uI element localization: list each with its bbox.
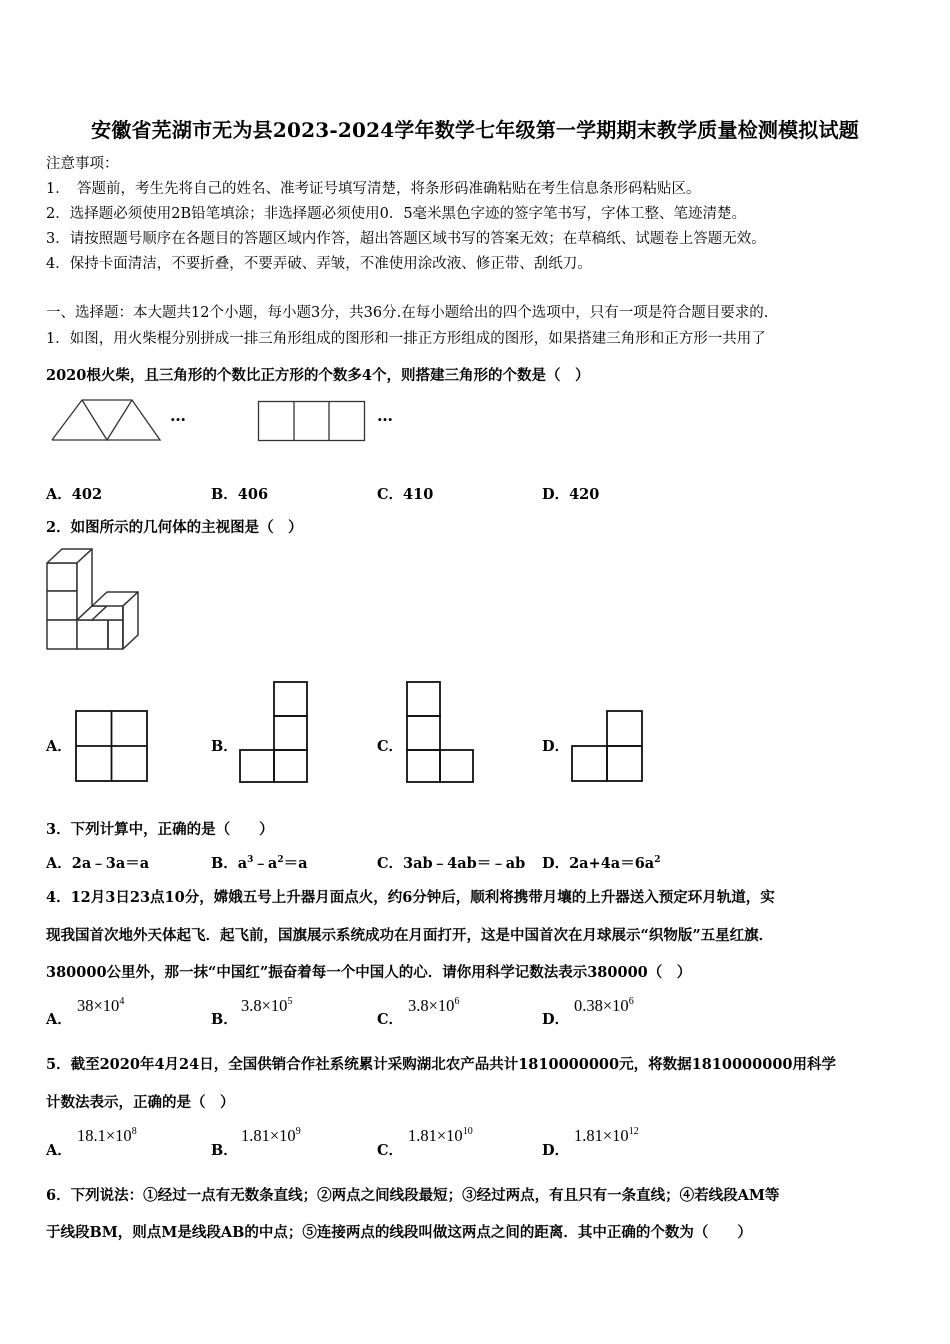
q1-option-b[interactable] — [211, 483, 268, 504]
q1-option-d-text: 420 — [569, 486, 600, 503]
q3-option-b-exp1: 3 — [247, 855, 254, 865]
q5-option-c-exp: 10 — [462, 1126, 473, 1137]
q4-stem-line1: 4．12月3日23点10分，嫦娥五号上升器月面点火，约6分钟后，顺利将携带月壤的上升器送入预定环月轨道，实 — [46, 889, 775, 906]
q4-option-c-mantissa: 3.8×10 — [408, 996, 455, 1015]
q5-option-a-value[interactable] — [77, 1126, 137, 1146]
q4-option-a-value[interactable] — [77, 996, 124, 1016]
q1-option-b-text: 406 — [237, 486, 269, 503]
q5-option-d-value[interactable] — [574, 1126, 639, 1146]
q4-option-d-letter[interactable]: D． — [542, 1011, 570, 1028]
q4-option-b-value[interactable] — [241, 996, 292, 1016]
q1-option-c[interactable] — [377, 483, 433, 504]
q4-option-a-mantissa: 38×10 — [77, 996, 120, 1015]
q1-option-a[interactable] — [46, 483, 102, 504]
square-matchstick-figure — [257, 400, 367, 442]
q3-option-b-mid: ﹣a — [253, 855, 278, 872]
q2-option-d-figure[interactable] — [571, 710, 645, 784]
q5-option-d-letter[interactable]: D． — [542, 1142, 570, 1159]
note-item-2: 2．选择题必须使用2B铅笔填涂；非选择题必须使用0．5毫米黑色字迹的签字笔书写，字体工整、笔迹清楚。 — [46, 206, 747, 222]
q4-option-b-exp: 5 — [287, 996, 293, 1007]
q4-stem-line2: 现我国首次地外天体起飞．起飞前，国旗展示系统成功在月面打开，这是中国首次在月球展示“织物版”五星红旗． — [46, 927, 774, 944]
q3-stem: 3．下列计算中，正确的是（ ） — [46, 821, 274, 838]
q4-option-a-letter[interactable]: A． — [46, 1011, 72, 1028]
q5-option-b-mantissa: 1.81×10 — [241, 1126, 296, 1145]
q2-option-d-label[interactable]: D． — [542, 738, 570, 755]
q4-option-d-value[interactable] — [574, 996, 634, 1016]
square-ellipsis: … — [377, 406, 393, 425]
q4-option-d-mantissa: 0.38×10 — [574, 996, 629, 1015]
q1-option-a-letter: A． — [46, 486, 72, 503]
q2-stem: 2．如图所示的几何体的主视图是（ ） — [46, 519, 303, 536]
q3-option-c[interactable]: C．3ab﹣4ab＝﹣ab — [377, 855, 526, 872]
q5-option-b-exp: 9 — [295, 1126, 301, 1137]
q5-option-d-mantissa: 1.81×10 — [574, 1126, 629, 1145]
cube-solid-figure — [46, 548, 142, 652]
q1-option-d-letter: D． — [542, 486, 570, 503]
q5-stem-line1: 5．截至2020年4月24日，全国供销合作社系统累计采购湖北农产品共计1810000000元，将数据1810000000用科学 — [46, 1056, 836, 1073]
q3-option-a[interactable]: A．2a﹣3a＝a — [46, 855, 150, 872]
q1-option-c-letter: C． — [377, 486, 404, 503]
q5-option-d-exp: 12 — [628, 1126, 639, 1137]
q4-option-d-exp: 6 — [628, 996, 634, 1007]
q1-option-c-text: 410 — [403, 486, 434, 503]
q5-option-b-value[interactable] — [241, 1126, 301, 1146]
section-heading: 一、选择题：本大题共12个小题，每小题3分，共36分.在每小题给出的四个选项中，只有一项是符合题目要求的. — [46, 305, 769, 321]
q3-option-d-exp: 2 — [654, 855, 661, 865]
q3-option-b-base: a — [237, 855, 248, 872]
q5-option-c-mantissa: 1.81×10 — [408, 1126, 463, 1145]
q6-stem-line2: 于线段BM，则点M是线段AB的中点；⑤连接两点的线段叫做这两点之间的距离．其中正确的个数为（ ） — [46, 1224, 752, 1241]
q4-option-b-letter[interactable]: B． — [211, 1011, 238, 1028]
q4-option-c-exp: 6 — [454, 996, 460, 1007]
triangle-matchstick-figure — [50, 398, 162, 443]
q4-option-a-exp: 4 — [119, 996, 125, 1007]
triangle-ellipsis: … — [170, 406, 186, 425]
q1-option-a-text: 402 — [71, 486, 103, 503]
note-item-3: 3．请按照题号顺序在各题目的答题区域内作答，超出答题区域书写的答案无效；在草稿纸、试题卷上答题无效。 — [46, 231, 766, 247]
q2-option-c-label[interactable]: C． — [377, 738, 404, 755]
q1-stem-line1: 1．如图，用火柴棍分别拼成一排三角形组成的图形和一排正方形组成的图形，如果搭建三角形和正方形一共用了 — [46, 331, 766, 347]
q5-option-a-letter[interactable]: A． — [46, 1142, 72, 1159]
q5-option-c-value[interactable] — [408, 1126, 473, 1146]
q3-option-d-text: D．2a+4a＝6a — [542, 855, 655, 872]
q5-option-b-letter[interactable]: B． — [211, 1142, 238, 1159]
q5-option-c-letter[interactable]: C． — [377, 1142, 404, 1159]
q5-option-a-mantissa: 18.1×10 — [77, 1126, 132, 1145]
q3-option-b-letter: B． — [211, 855, 238, 872]
note-item-4: 4．保持卡面清洁，不要折叠，不要弄破、弄皱，不准使用涂改液、修正带、刮纸刀。 — [46, 256, 592, 272]
q3-option-b-end: ＝a — [283, 855, 308, 872]
q4-option-c-value[interactable] — [408, 996, 459, 1016]
notes-heading: 注意事项： — [46, 156, 119, 172]
q2-option-a-label[interactable]: A． — [46, 738, 72, 755]
note-item-1: 1． 答题前，考生先将自己的姓名、准考证号填写清楚，将条形码准确粘贴在考生信息条形码粘贴区。 — [46, 181, 701, 197]
q1-stem-line2: 2020根火柴，且三角形的个数比正方形的个数多4个，则搭建三角形的个数是（ ） — [46, 367, 590, 384]
q2-option-b-label[interactable]: B． — [211, 738, 238, 755]
q2-option-b-figure[interactable] — [239, 681, 309, 784]
q3-option-b-exp2: 2 — [277, 855, 284, 865]
q2-option-c-figure[interactable] — [406, 681, 476, 784]
q5-stem-line2: 计数法表示，正确的是（ ） — [46, 1094, 235, 1111]
q1-option-d[interactable] — [542, 483, 599, 504]
q4-stem-line3: 380000公里外，那一抹“中国红”振奋着每一个中国人的心．请你用科学记数法表示380000（ ） — [46, 964, 692, 981]
q1-option-b-letter: B． — [211, 486, 238, 503]
q4-option-c-letter[interactable]: C． — [377, 1011, 404, 1028]
q3-option-d[interactable] — [542, 852, 660, 873]
q3-option-b[interactable] — [211, 852, 308, 873]
q5-option-a-exp: 8 — [131, 1126, 137, 1137]
q6-stem-line1: 6．下列说法：①经过一点有无数条直线；②两点之间线段最短；③经过两点，有且只有一条直线；④若线段AM等 — [46, 1187, 780, 1204]
page-title: 安徽省芜湖市无为县2023-2024学年数学七年级第一学期期末教学质量检测模拟试题 — [91, 118, 859, 142]
q4-option-b-mantissa: 3.8×10 — [241, 996, 288, 1015]
q2-option-a-figure[interactable] — [75, 710, 149, 784]
